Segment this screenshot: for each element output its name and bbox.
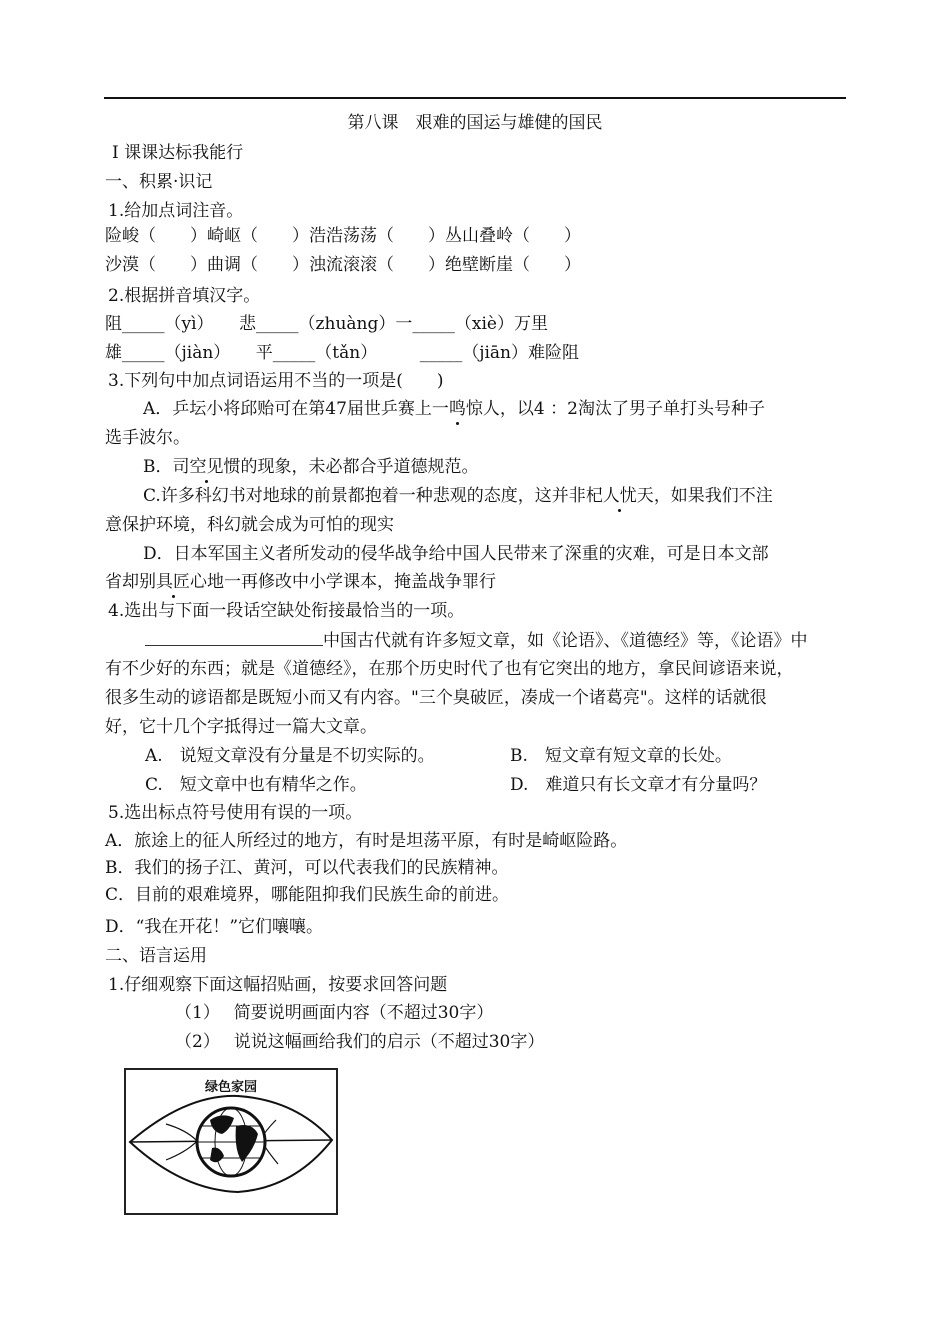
- q4-option-d: D. 难道只有长文章才有分量吗？: [510, 775, 767, 795]
- q3-option-d-cont: [105, 571, 496, 593]
- section-heading-2: 二、语言运用: [105, 946, 207, 966]
- q5-option-b: B．我们的扬子江、黄河，可以代表我们的民族精神。: [105, 858, 509, 878]
- q3-d-dotted: 别具匠心: [139, 572, 207, 592]
- q4-stem: 4.选出与下面一段话空缺处衔接最恰当的一项。: [108, 601, 465, 621]
- q4-option-c: C. 短文章中也有精华之作。: [145, 775, 367, 795]
- q1-stem: 1.给加点词注音。: [108, 201, 244, 221]
- q3-option-b: [143, 456, 479, 478]
- poster-image: [124, 1068, 338, 1215]
- q3-c-post: ，如果我们不注: [653, 486, 773, 506]
- q4-p1: 中国古代就有许多短文章，如《论语》、《道德经》等，《论语》中: [323, 631, 808, 651]
- q5-option-a: A．旅途上的征人所经过的地方，有时是坦荡平原，有时是崎岖险路。: [105, 831, 628, 851]
- poster-title: 绿色家园: [204, 1080, 257, 1095]
- q5-option-d: D．“我在开花！”它们嚷嚷。: [105, 917, 324, 937]
- q6-sub2: （2） 说说这幅画给我们的启示（不超过30字）: [175, 1032, 545, 1052]
- q4-option-b: B. 短文章有短文章的长处。: [510, 746, 732, 766]
- part-heading: Ⅰ 课课达标我能行: [112, 143, 244, 163]
- q3-a-post: ，以4 ：2淘汰了男子单打头号种子: [499, 399, 765, 419]
- section-heading-1: 一、积累·识记: [105, 172, 213, 192]
- q4-passage-line3: 很多生动的谚语都是既短小而又有内容。"三个臭破匠，凑成一个诸葛亮"。这样的话就很: [105, 688, 767, 708]
- q3-option-c-cont: 意保护环境，科幻就会成为可怕的现实: [105, 515, 394, 535]
- q3-b-pre: B．: [143, 457, 173, 477]
- q3-a-dotted: 上一鸣惊人: [414, 399, 500, 419]
- q5-option-c: C．目前的艰难境界，哪能阻抑我们民族生命的前进。: [105, 885, 510, 905]
- q3-d-pre: 省却: [105, 572, 139, 592]
- top-rule: [104, 97, 846, 99]
- page-title: 第八课 艰难的国运与雄健的国民: [347, 113, 603, 133]
- leaf-globe-illustration: [126, 1070, 336, 1213]
- globe-icon: [197, 1108, 265, 1176]
- q4-answer-blank[interactable]: [145, 629, 323, 646]
- q1-row2: 沙漠（ ）曲调（ ）浊流滚滚（ ）绝壁断崖（ ）: [105, 255, 581, 275]
- q2-stem: 2.根据拼音填汉字。: [108, 286, 261, 306]
- q1-row1: 险峻（ ）崎岖（ ）浩浩荡荡（ ）丛山叠岭（ ）: [105, 226, 581, 246]
- q3-c-pre: C.许多科幻书对地球的前景都抱着一种悲观的态度，这并非: [143, 486, 586, 506]
- q4-option-a: A. 说短文章没有分量是不切实际的。: [145, 746, 435, 766]
- q3-option-c: [143, 485, 773, 507]
- q3-b-dotted: 司空见惯: [172, 457, 241, 477]
- q3-option-a-cont: 选手波尔。: [105, 428, 190, 448]
- q4-passage-line1: [145, 629, 808, 652]
- q3-d-post: 地一再修改中小学课本，掩盖战争罪行: [207, 572, 496, 592]
- q6-sub1: （1） 简要说明画面内容（不超过30字）: [175, 1003, 494, 1023]
- q3-stem: 3.下列句中加点词语运用不当的一项是( ): [108, 371, 444, 391]
- q3-a-pre: A．乒坛小将邱贻可在第47届世乒赛: [143, 399, 415, 419]
- q5-stem: 5.选出标点符号使用有误的一项。: [108, 803, 363, 823]
- q3-b-post: 的现象，未必都合乎道德规范。: [240, 457, 479, 477]
- q2-row2: 雄_____（jiàn） 平_____（tǎn） _____（jiān）难险阻: [105, 343, 579, 363]
- q2-row1: 阻_____（yì） 悲_____（zhuàng）一_____（xiè）万里: [105, 314, 548, 334]
- q4-passage-line4: 好，它十几个字抵得过一篇大文章。: [105, 717, 377, 737]
- q3-c-dotted: 杞人忧天: [585, 486, 654, 506]
- q3-option-d: D．日本军国主义者所发动的侵华战争给中国人民带来了深重的灾难，可是日本文部: [143, 544, 769, 564]
- q3-option-a: [143, 398, 765, 420]
- q6-stem: 1.仔细观察下面这幅招贴画，按要求回答问题: [108, 975, 448, 995]
- q4-passage-line2: 有不少好的东西；就是《道德经》，在那个历史时代了也有它突出的地方，拿民间谚语来说，: [105, 659, 794, 679]
